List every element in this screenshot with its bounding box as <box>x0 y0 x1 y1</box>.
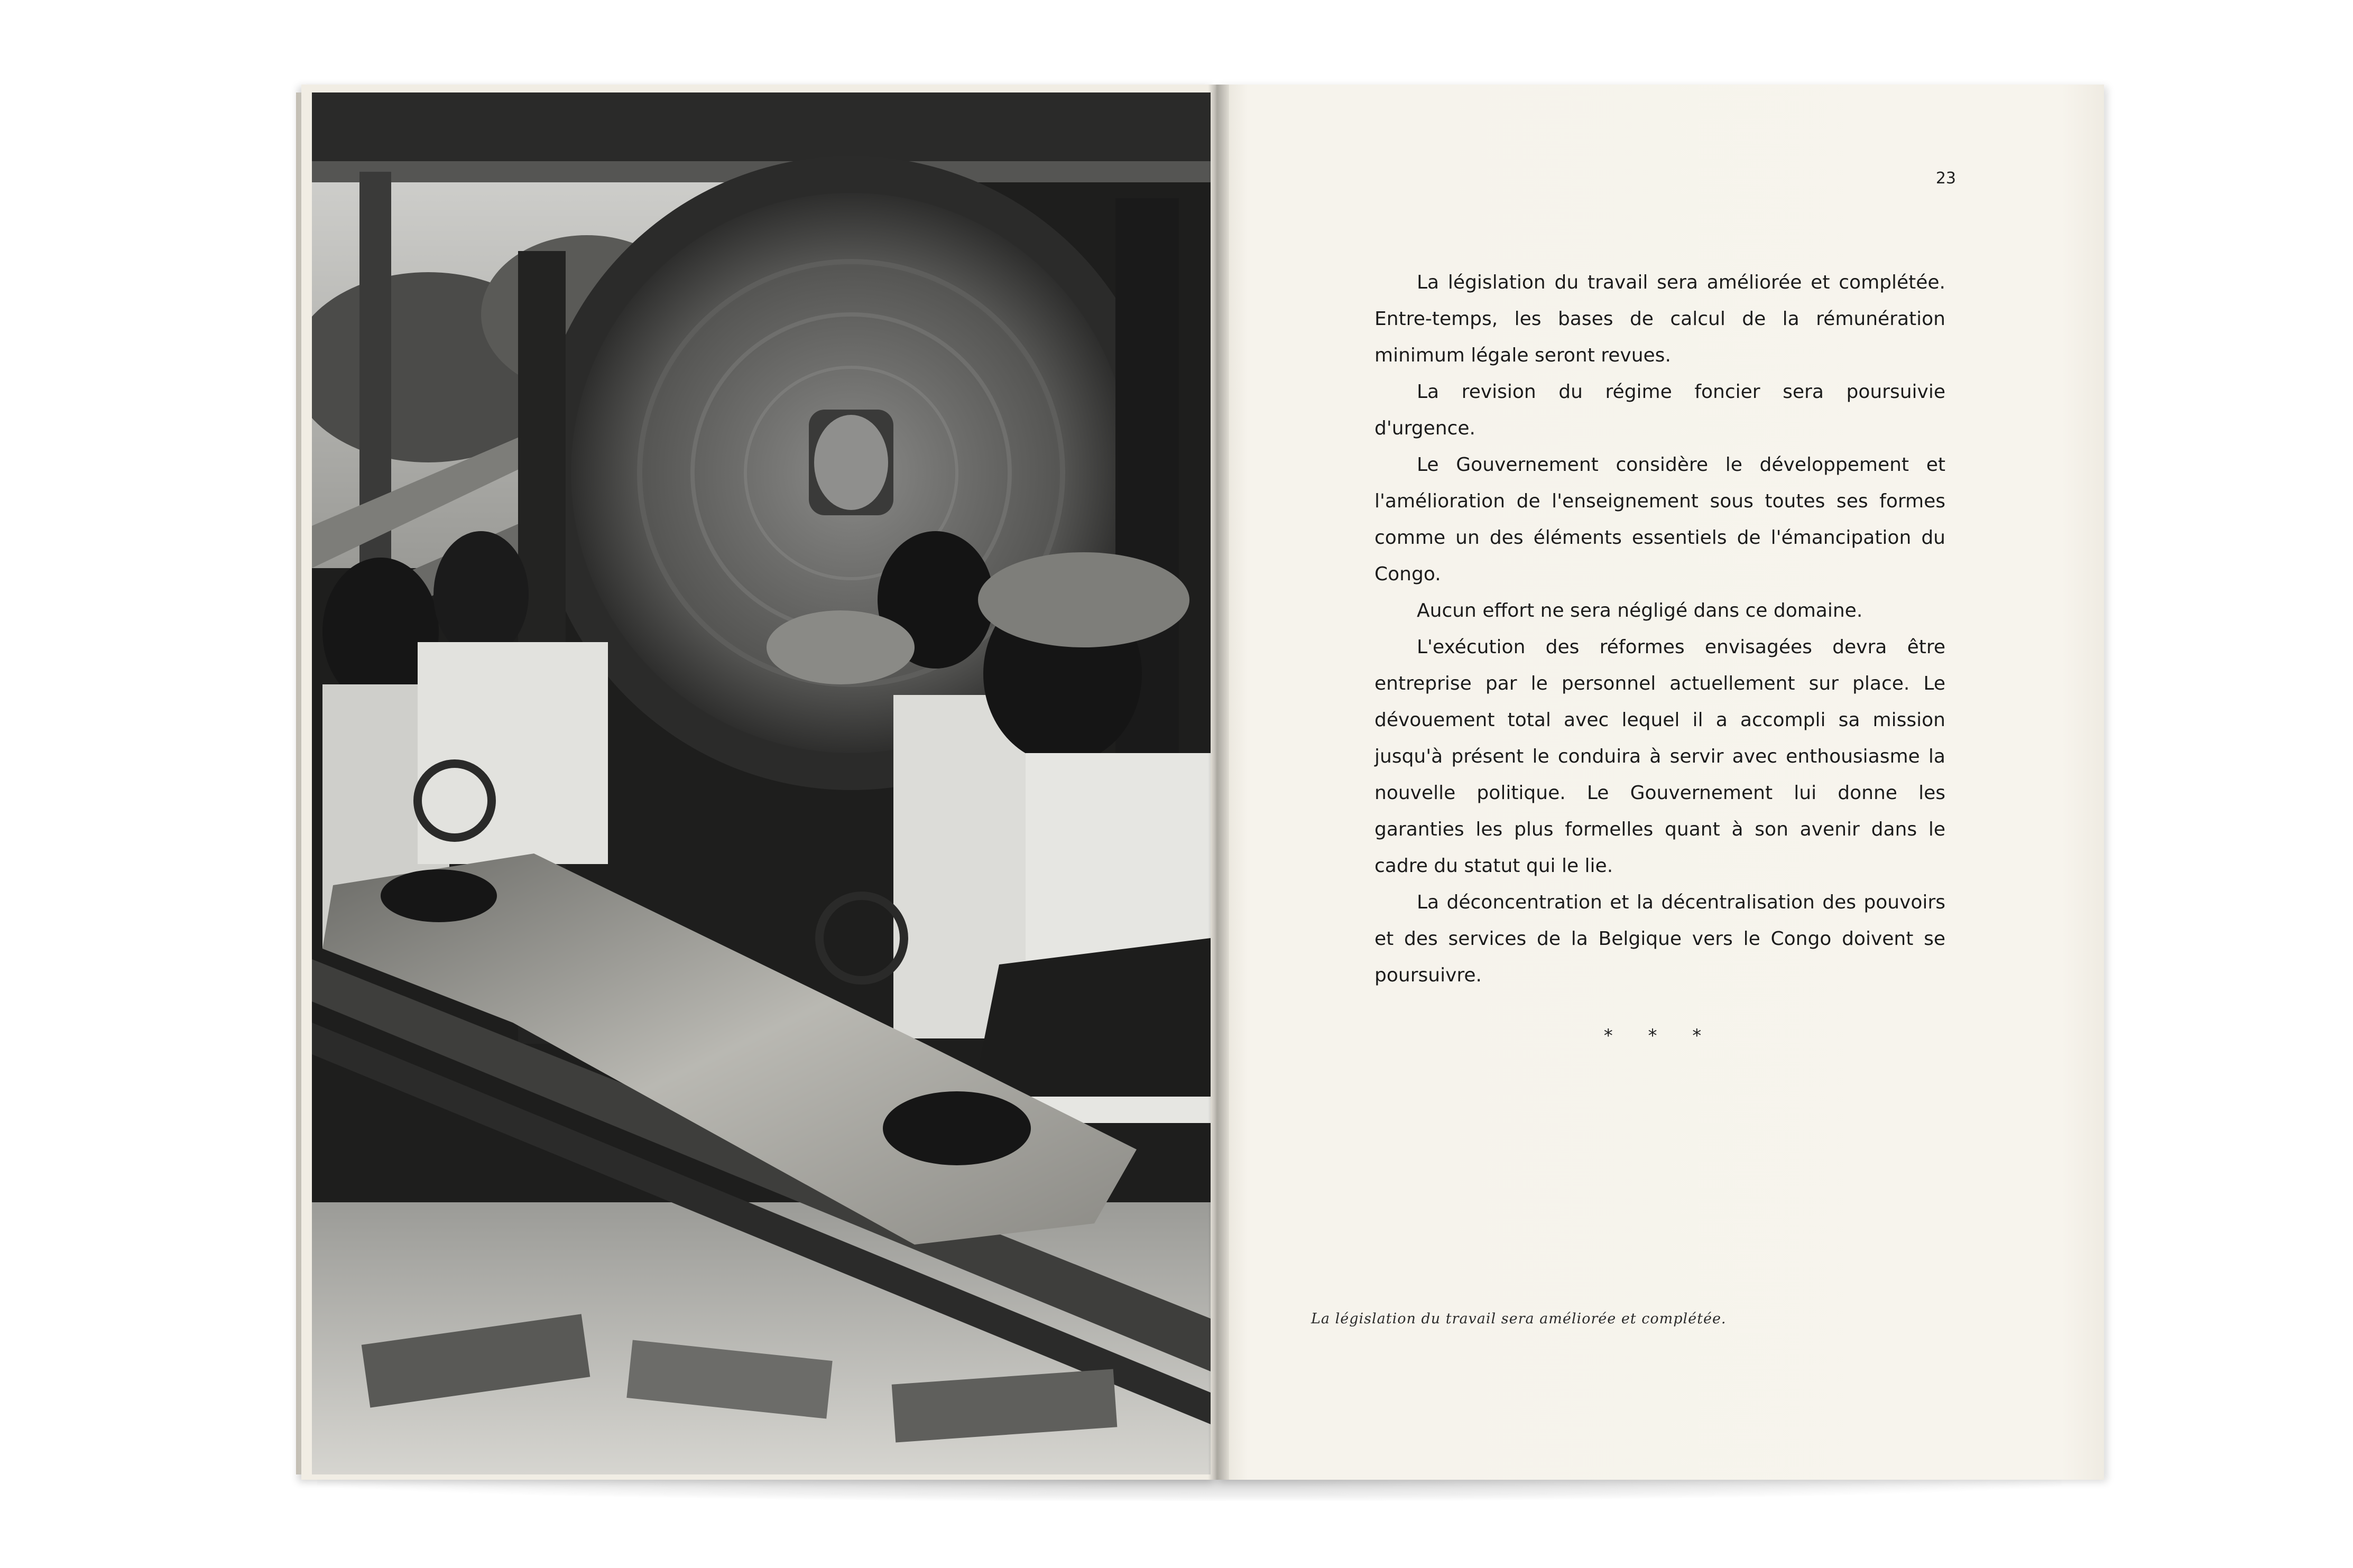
photo-illustration <box>312 92 1211 1474</box>
book-gutter <box>1208 85 1229 1480</box>
sawmill-photograph <box>312 92 1211 1474</box>
paragraph: La revision du régime foncier sera poursuivie d'urgence. <box>1374 381 1945 439</box>
paragraph: L'exécution des réformes envisagées devra être entreprise par le personnel actuellement sur place. Le dévouement total avec lequel il a accompli sa mission jusqu'à présent le conduira à servir avec enthousiasme la nouvelle politique. Le Gouvernement lui donne les garanties les plus formelles quant à son avenir dans le cadre du statut qui le lie. <box>1374 636 1945 877</box>
body-text <box>1374 264 1945 994</box>
paragraph: La déconcentration et la décentralisation des pouvoirs et des services de la Belgique vers le Congo doivent se poursuivre. <box>1374 892 1945 986</box>
section-separator: * * * <box>1603 1025 1717 1046</box>
page-number: 23 <box>1935 169 1956 188</box>
paragraph: Aucun effort ne sera négligé dans ce domaine. <box>1417 600 1863 621</box>
photo-caption: La législation du travail sera améliorée et complétée. <box>1311 1311 1727 1327</box>
paragraph: La législation du travail sera améliorée et complétée. Entre-temps, les bases de calcul de la rémunération minimum légale seront revues. <box>1374 272 1945 366</box>
paragraph: Le Gouvernement considère le développement et l'amélioration de l'enseignement sous toutes ses formes comme un des éléments essentiels de l'émancipation du Congo. <box>1374 454 1945 585</box>
